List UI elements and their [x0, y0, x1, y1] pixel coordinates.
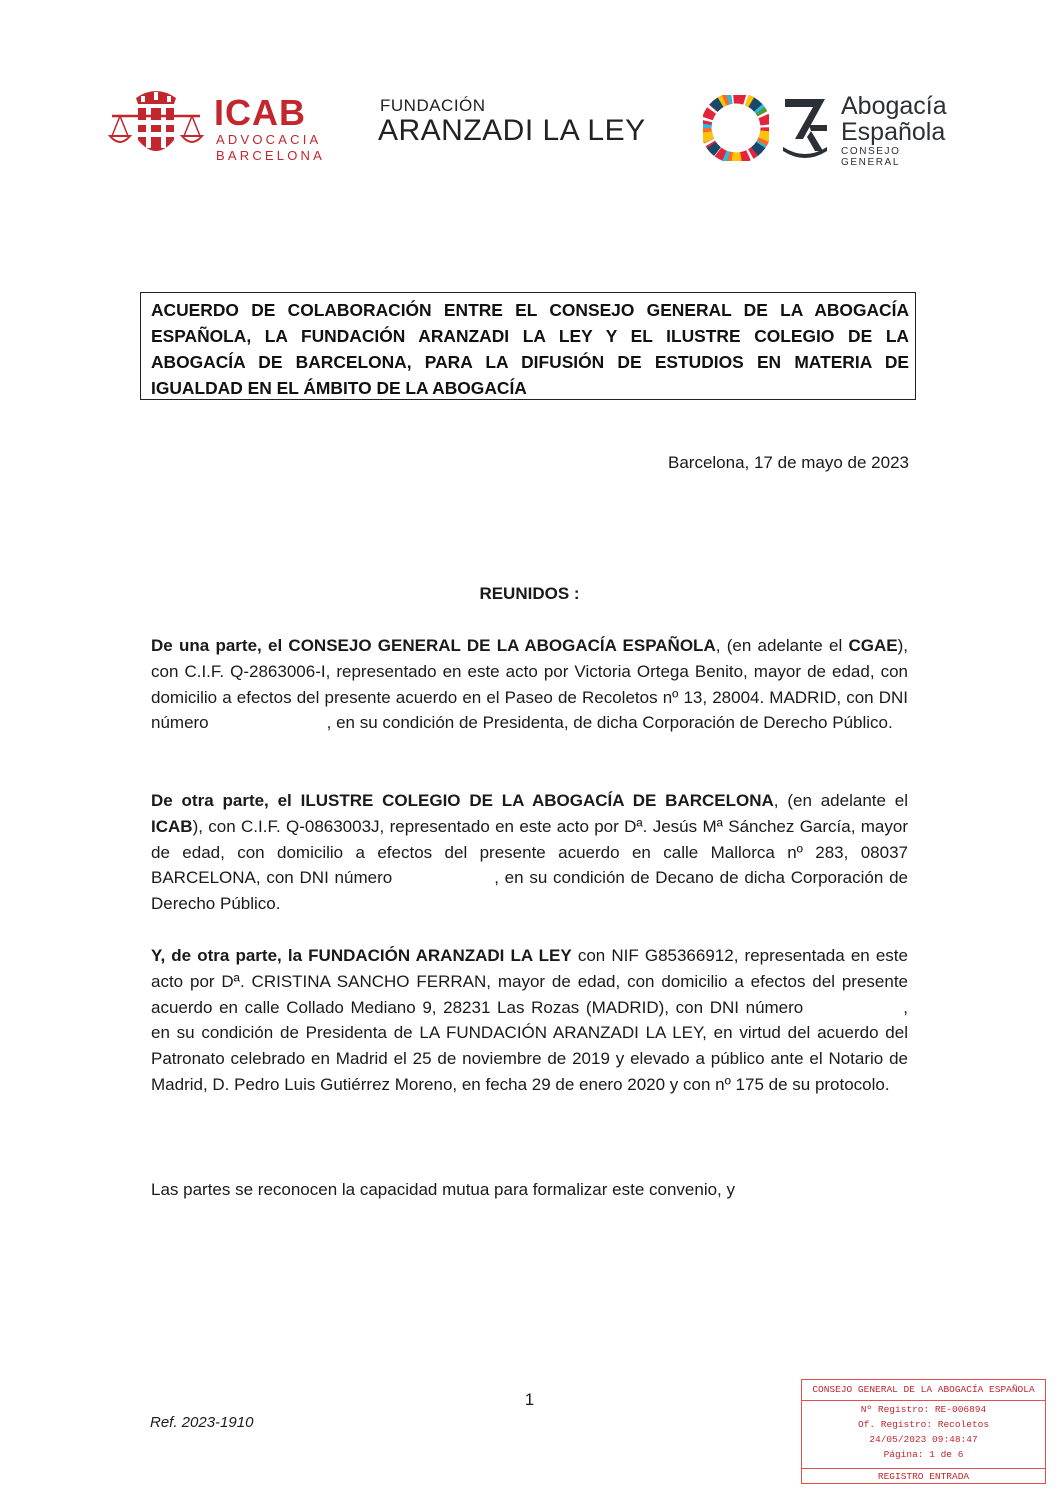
stamp-divider	[802, 1468, 1045, 1469]
sdg-wheel-icon	[703, 95, 769, 161]
paragraph-cgae-lead: De una parte, el CONSEJO GENERAL DE LA ABOGACÍA ESPAÑOLA	[151, 636, 716, 655]
stamp-divider	[802, 1400, 1045, 1401]
paragraph-cgae-text1: , (en adelante el	[715, 636, 849, 655]
stamp-fecha: 24/05/2023 09:48:47	[869, 1434, 978, 1445]
aranzadi-logo-line1: FUNDACIÓN	[380, 96, 486, 115]
abogacia-logo-line2: Española	[841, 118, 946, 146]
paragraph-cgae-text3: , en su condición de Presidenta, de dicha Corporación de Derecho Público.	[326, 713, 893, 733]
stamp-pagina: Página: 1 de 6	[883, 1449, 964, 1460]
document-date: Barcelona, 17 de mayo de 2023	[667, 453, 909, 472]
icab-logo	[108, 86, 323, 166]
stamp-header: CONSEJO GENERAL DE LA ABOGACÍA ESPAÑOLA	[812, 1384, 1035, 1395]
document-title: ACUERDO DE COLABORACIÓN ENTRE EL CONSEJO GENERAL DE LA ABOGACÍA ESPAÑOLA, LA FUNDACIÓN ARANZADI LA LEY Y EL ILUSTRE COLEGIO DE LA ABOGACÍA DE BARCELONA, PARA LA DIFUSIÓN DE ESTUDIOS EN MATERIA DE IGUALDAD EN EL ÁMBITO DE LA ABOGACÍA	[151, 300, 909, 398]
paragraph-fundacion	[151, 943, 908, 1098]
paragraph-icab-text2: ), con C.I.F. Q-0863003J, representado en este acto por Dª. Jesús Mª Sánchez García, mayor de edad, con domicilio a efectos del presente acuerdo en calle Mallorca nº 283, 08037 BARCELONA, con DNI número	[151, 816, 908, 888]
aranzadi-logo	[378, 96, 668, 156]
abogacia-logo-line3: CONSEJO GENERAL	[841, 146, 901, 168]
aranzadi-logo-line2: ARANZADI LA LEY	[378, 114, 646, 147]
paragraph-fundacion-text1: con NIF G85366912, representada en este acto por Dª. CRISTINA SANCHO FERRAN, mayor de edad, con domicilio a efectos del presente acuerdo en calle Collado Mediano 9, 28231 Las Rozas (MADRID), con DNI número	[151, 946, 908, 1017]
paragraph-icab	[151, 788, 908, 917]
icab-logo-name: ICAB	[214, 92, 306, 133]
registry-stamp	[801, 1379, 1046, 1484]
stamp-footer: REGISTRO ENTRADA	[877, 1471, 970, 1482]
paragraph-icab-abbr: ICAB	[151, 816, 193, 836]
stamp-oficina: Of. Registro: Recoletos	[857, 1419, 990, 1430]
icab-logo-line2: BARCELONA	[216, 148, 325, 163]
stamp-registro: Nº Registro: RE-006894	[860, 1404, 987, 1415]
page-number: 1	[524, 1390, 535, 1409]
paragraph-cgae-text2: ), con C.I.F. Q-2863006-I, representado en este acto por Victoria Ortega Benito, mayor de edad, con domicilio a efectos del presente acuerdo en el Paseo de Recoletos nº 13, 28004. MADRID, con DNI número	[151, 636, 908, 733]
abogacia-mark-icon	[781, 95, 831, 161]
paragraph-icab-text1: , (en adelante el	[773, 791, 909, 810]
paragraph-cgae-abbr: CGAE	[848, 636, 898, 655]
paragraph-icab-text3: , en su condición de Decano de dicha Corporación de Derecho Público.	[151, 868, 908, 914]
icab-emblem-icon	[108, 86, 204, 166]
icab-logo-line1: ADVOCACIA	[216, 132, 322, 147]
paragraph-capacidad: Las partes se reconocen la capacidad mutua para formalizar este convenio, y	[151, 1180, 735, 1199]
paragraph-fundacion-text2: , en su condición de Presidenta de LA FUNDACIÓN ARANZADI LA LEY, en virtud del acuerdo del Patronato celebrado en Madrid el 25 de noviembre de 2019 y elevado a público ante el Notario de Madrid, D. Pedro Luis Gutiérrez Moreno, en fecha 29 de enero 2020 y con nº 175 de su protocolo.	[151, 997, 908, 1094]
section-heading: REUNIDOS :	[479, 584, 580, 603]
title-box	[140, 292, 916, 400]
paragraph-icab-lead: De otra parte, el ILUSTRE COLEGIO DE LA ABOGACÍA DE BARCELONA	[151, 791, 774, 810]
document-reference: Ref. 2023-1910	[150, 1414, 254, 1431]
paragraph-fundacion-lead: Y, de otra parte, la FUNDACIÓN ARANZADI LA LEY	[151, 946, 572, 965]
abogacia-logo	[703, 92, 953, 168]
abogacia-logo-line1: Abogacía	[841, 92, 947, 120]
paragraph-cgae	[151, 633, 908, 736]
